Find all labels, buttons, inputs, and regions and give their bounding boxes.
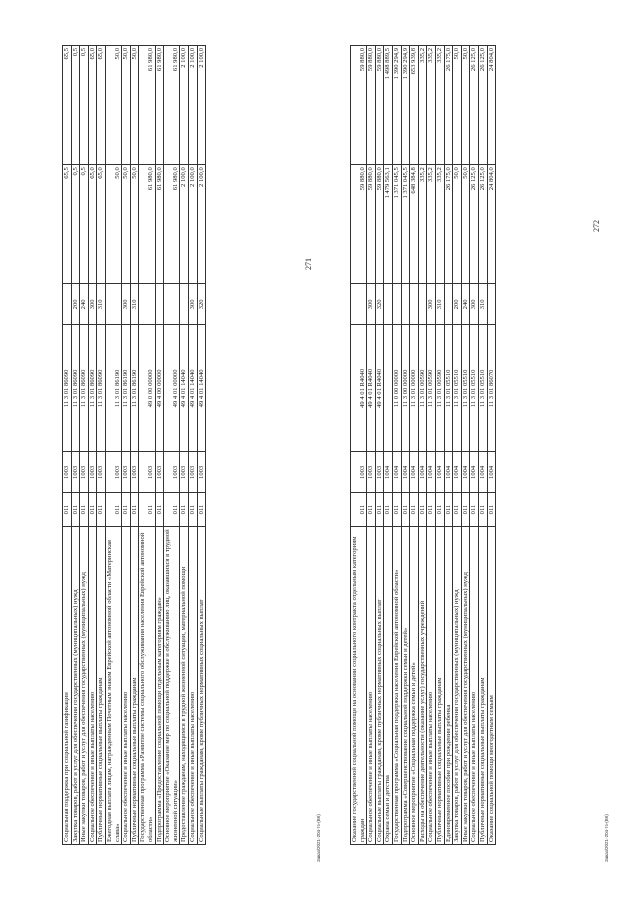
- target-article-cell: 11 3 01 05510: [470, 325, 479, 452]
- expense-type-cell: 300: [88, 284, 97, 325]
- amount-cell: 59 880,0: [351, 46, 367, 165]
- row-name-cell: Оказание государственной социальной помощи на основании социального контракта отдельным категориям граждан: [351, 526, 367, 844]
- code-cell: 011: [80, 493, 89, 526]
- section-cell: 1004: [461, 452, 470, 493]
- expense-type-cell: 300: [367, 284, 376, 325]
- amount-cell: 26 125,0: [478, 46, 487, 165]
- section-cell: 1003: [367, 452, 376, 493]
- row-name-cell: Социальное обеспечение и иные выплаты населению: [188, 526, 197, 844]
- code-cell: 011: [155, 493, 164, 526]
- section-cell: 1003: [63, 452, 72, 493]
- expense-type-cell: [180, 284, 189, 325]
- table-row: [478, 46, 487, 845]
- target-article-cell: 11 3 01 86090: [88, 325, 97, 452]
- expense-type-cell: 300: [427, 284, 436, 325]
- section-cell: 1003: [105, 452, 121, 493]
- row-name-cell: Социальные выплаты гражданам, кроме публичных нормативных социальных выплат: [197, 526, 206, 844]
- amount-cell: 2 100,0: [188, 46, 197, 165]
- section-cell: 1004: [444, 452, 453, 493]
- amount-cell: 2 100,0: [180, 165, 189, 284]
- expense-type-cell: 300: [122, 284, 131, 325]
- code-cell: 011: [188, 493, 197, 526]
- table-row: [410, 46, 419, 845]
- code-cell: 011: [418, 493, 427, 526]
- table-row: [197, 46, 206, 845]
- code-cell: 011: [453, 493, 462, 526]
- code-cell: 011: [130, 493, 139, 526]
- amount-cell: 59 880,0: [375, 165, 384, 284]
- amount-cell: 61 980,0: [155, 165, 164, 284]
- amount-cell: 0,5: [71, 165, 80, 284]
- table-row: [88, 46, 97, 845]
- section-cell: 1003: [155, 452, 164, 493]
- expense-type-cell: [392, 284, 401, 325]
- expense-type-cell: 320: [197, 284, 206, 325]
- table-row: [470, 46, 479, 845]
- amount-cell: 335,2: [427, 165, 436, 284]
- amount-cell: 61 980,0: [164, 46, 180, 165]
- row-name-cell: Единовременное пособие при рождении ребенка: [444, 526, 453, 844]
- expense-type-cell: [139, 284, 155, 325]
- expense-type-cell: 310: [478, 284, 487, 325]
- right-budget-table: [350, 45, 496, 845]
- target-article-cell: 49 4 01 14040: [188, 325, 197, 452]
- footer-left: Заказ/2021-204-тз-(ВК): [316, 814, 321, 862]
- code-cell: 011: [139, 493, 155, 526]
- table-row: [487, 46, 496, 845]
- section-cell: 1004: [410, 452, 419, 493]
- row-name-cell: Иные закупки товаров, работ и услуг для обеспечения государственных (муниципальных) нужд: [461, 526, 470, 844]
- expense-type-cell: [105, 284, 121, 325]
- section-cell: 1004: [453, 452, 462, 493]
- row-name-cell: Публичные нормативные социальные выплаты гражданам: [435, 526, 444, 844]
- table-row: [80, 46, 89, 845]
- code-cell: 011: [97, 493, 106, 526]
- code-cell: 011: [88, 493, 97, 526]
- row-name-cell: Закупка товаров, работ и услуг для обеспечения государственных (муниципальных) нужд: [453, 526, 462, 844]
- amount-cell: 65,5: [63, 165, 72, 284]
- amount-cell: 648 384,8: [410, 165, 419, 284]
- code-cell: 011: [392, 493, 401, 526]
- table-row: [105, 46, 121, 845]
- table-row: [155, 46, 164, 845]
- amount-cell: 61 980,0: [155, 46, 164, 165]
- expense-type-cell: [410, 284, 419, 325]
- target-article-cell: 49 4 01 R4040: [367, 325, 376, 452]
- code-cell: 011: [384, 493, 393, 526]
- target-article-cell: 11 3 01 86190: [130, 325, 139, 452]
- amount-cell: 61 980,0: [139, 165, 155, 284]
- target-article-cell: 11 3 01 05510: [453, 325, 462, 452]
- code-cell: 011: [375, 493, 384, 526]
- expense-type-cell: 240: [80, 284, 89, 325]
- section-cell: 1003: [197, 452, 206, 493]
- amount-cell: 24 804,0: [487, 165, 496, 284]
- target-article-cell: 11 3 01 05510: [478, 325, 487, 452]
- expense-type-cell: [487, 284, 496, 325]
- row-name-cell: Публичные нормативные социальные выплаты гражданам: [97, 526, 106, 844]
- target-article-cell: 11 3 01 86090: [80, 325, 89, 452]
- section-cell: 1003: [351, 452, 367, 493]
- amount-cell: 59 880,0: [351, 165, 367, 284]
- table-row: [367, 46, 376, 845]
- row-name-cell: Иные закупки товаров, работ и услуг для обеспечения государственных (муниципальных) нужд: [80, 526, 89, 844]
- section-cell: 1003: [180, 452, 189, 493]
- expense-type-cell: [444, 284, 453, 325]
- table-row: [63, 46, 72, 845]
- target-article-cell: 11 3 01 00590: [435, 325, 444, 452]
- target-article-cell: 49 4 01 R4040: [375, 325, 384, 452]
- section-cell: 1004: [418, 452, 427, 493]
- right-table-body: [351, 46, 496, 845]
- section-cell: 1004: [384, 452, 393, 493]
- code-cell: 011: [197, 493, 206, 526]
- amount-cell: 1 371 045,5: [392, 165, 401, 284]
- row-name-cell: Публичные нормативные социальные выплаты гражданам: [478, 526, 487, 844]
- amount-cell: 653 939,8: [410, 46, 419, 165]
- row-name-cell: Основное мероприятие «Социальная поддержка семьи и детей»: [410, 526, 419, 844]
- amount-cell: 59 880,0: [367, 46, 376, 165]
- table-row: [130, 46, 139, 845]
- amount-cell: 1 390 294,9: [392, 46, 401, 165]
- table-row: [122, 46, 131, 845]
- amount-cell: 65,0: [88, 46, 97, 165]
- left-table-body: [63, 46, 206, 845]
- page-number-left: 271: [304, 258, 313, 270]
- right-budget-table-wrapper: [350, 45, 625, 845]
- code-cell: 011: [164, 493, 180, 526]
- expense-type-cell: [418, 284, 427, 325]
- amount-cell: 0,5: [71, 46, 80, 165]
- amount-cell: 24 804,0: [487, 46, 496, 165]
- amount-cell: 65,0: [97, 46, 106, 165]
- table-row: [392, 46, 401, 845]
- section-cell: 1004: [401, 452, 410, 493]
- target-article-cell: 11 3 01 00590: [418, 325, 427, 452]
- amount-cell: 61 980,0: [164, 165, 180, 284]
- row-name-cell: Закупка товаров, работ и услуг для обеспечения государственных (муниципальных) нужд: [71, 526, 80, 844]
- row-name-cell: Ежегодная выплата лицам, награжденным Почетным знаком Еврейской автономной области «Материнская слава»: [105, 526, 121, 844]
- row-name-cell: Социальное обеспечение и иные выплаты населению: [427, 526, 436, 844]
- target-article-cell: 11 3 01 86090: [97, 325, 106, 452]
- row-name-cell: Подпрограмма «Предоставление социальной помощи отдельным категориям граждан»: [155, 526, 164, 844]
- code-cell: 011: [105, 493, 121, 526]
- target-article-cell: 11 3 01 86070: [487, 325, 496, 452]
- section-cell: 1004: [392, 452, 401, 493]
- section-cell: 1003: [122, 452, 131, 493]
- target-article-cell: 11 3 00 00000: [401, 325, 410, 452]
- row-name-cell: Социальная поддержка при социальной газификации: [63, 526, 72, 844]
- amount-cell: 26 125,0: [470, 165, 479, 284]
- target-article-cell: 11 3 01 86090: [63, 325, 72, 452]
- expense-type-cell: 310: [97, 284, 106, 325]
- amount-cell: 50,0: [453, 46, 462, 165]
- table-row: [97, 46, 106, 845]
- target-article-cell: 11 3 01 86090: [71, 325, 80, 452]
- amount-cell: 26 125,0: [470, 46, 479, 165]
- code-cell: 011: [401, 493, 410, 526]
- amount-cell: 335,2: [435, 165, 444, 284]
- target-article-cell: 49 0 00 00000: [139, 325, 155, 452]
- section-cell: 1003: [164, 452, 180, 493]
- row-name-cell: Социальные выплаты гражданам, кроме публичных нормативных социальных выплат: [375, 526, 384, 844]
- row-name-cell: Подпрограмма «Совершенствование социальной поддержки семьи и детей»: [401, 526, 410, 844]
- table-row: [401, 46, 410, 845]
- amount-cell: 50,0: [122, 46, 131, 165]
- code-cell: 011: [435, 493, 444, 526]
- table-row: [188, 46, 197, 845]
- code-cell: 011: [487, 493, 496, 526]
- expense-type-cell: [164, 284, 180, 325]
- section-cell: 1004: [470, 452, 479, 493]
- section-cell: 1003: [130, 452, 139, 493]
- code-cell: 011: [122, 493, 131, 526]
- amount-cell: 61 980,0: [139, 46, 155, 165]
- amount-cell: 50,0: [461, 46, 470, 165]
- amount-cell: 335,2: [435, 46, 444, 165]
- section-cell: 1003: [88, 452, 97, 493]
- amount-cell: 50,0: [130, 165, 139, 284]
- expense-type-cell: [351, 284, 367, 325]
- amount-cell: 1 371 045,5: [401, 165, 410, 284]
- target-article-cell: [384, 325, 393, 452]
- section-cell: 1003: [80, 452, 89, 493]
- row-name-cell: Государственная программа «Социальная поддержка населения Еврейской автономной области»: [392, 526, 401, 844]
- row-name-cell: Расходы на обеспечение деятельности (оказание услуг) государственных учреждений: [418, 526, 427, 844]
- section-cell: 1003: [97, 452, 106, 493]
- amount-cell: 50,0: [130, 46, 139, 165]
- amount-cell: 65,0: [88, 165, 97, 284]
- code-cell: 011: [444, 493, 453, 526]
- expense-type-cell: 240: [461, 284, 470, 325]
- row-name-cell: Публичные нормативные социальные выплаты гражданам: [130, 526, 139, 844]
- amount-cell: 2 100,0: [197, 165, 206, 284]
- expense-type-cell: [384, 284, 393, 325]
- code-cell: 011: [427, 493, 436, 526]
- target-article-cell: 49 4 01 14040: [180, 325, 189, 452]
- expense-type-cell: 200: [71, 284, 80, 325]
- row-name-cell: Охрана семьи и детства: [384, 526, 393, 844]
- amount-cell: 65,0: [97, 165, 106, 284]
- target-article-cell: 49 4 01 R4040: [351, 325, 367, 452]
- row-name-cell: Оказание социальной помощи многодетным семьям: [487, 526, 496, 844]
- amount-cell: 1 390 294,9: [401, 46, 410, 165]
- section-cell: 1004: [427, 452, 436, 493]
- row-name-cell: Социальное обеспечение и иные выплаты населению: [470, 526, 479, 844]
- section-cell: 1004: [435, 452, 444, 493]
- amount-cell: 0,5: [80, 165, 89, 284]
- amount-cell: 26 175,0: [444, 46, 453, 165]
- table-row: [180, 46, 189, 845]
- amount-cell: 26 175,0: [444, 165, 453, 284]
- expense-type-cell: 320: [375, 284, 384, 325]
- left-budget-table-wrapper: [62, 45, 312, 845]
- table-row: [71, 46, 80, 845]
- amount-cell: 0,5: [80, 46, 89, 165]
- amount-cell: 50,0: [453, 165, 462, 284]
- target-article-cell: 11 3 01 00590: [427, 325, 436, 452]
- amount-cell: 2 100,0: [197, 46, 206, 165]
- amount-cell: 335,2: [418, 165, 427, 284]
- code-cell: 011: [180, 493, 189, 526]
- table-row: [384, 46, 393, 845]
- table-row: [453, 46, 462, 845]
- section-cell: 1004: [487, 452, 496, 493]
- code-cell: 011: [410, 493, 419, 526]
- table-row: [435, 46, 444, 845]
- target-article-cell: 11 3 01 00000: [410, 325, 419, 452]
- row-name-cell: Социальное обеспечение и иные выплаты населению: [367, 526, 376, 844]
- row-name-cell: Социальное обеспечение и иные выплаты населению: [122, 526, 131, 844]
- code-cell: 011: [71, 493, 80, 526]
- amount-cell: 335,2: [427, 46, 436, 165]
- code-cell: 011: [351, 493, 367, 526]
- target-article-cell: 49 4 00 00000: [155, 325, 164, 452]
- table-row: [444, 46, 453, 845]
- target-article-cell: 49 4 01 00000: [164, 325, 180, 452]
- code-cell: 011: [461, 493, 470, 526]
- left-budget-table: [62, 45, 206, 845]
- page-number-right: 272: [592, 220, 601, 232]
- amount-cell: 50,0: [461, 165, 470, 284]
- amount-cell: 26 125,0: [478, 165, 487, 284]
- code-cell: 011: [63, 493, 72, 526]
- expense-type-cell: 300: [470, 284, 479, 325]
- section-cell: 1003: [139, 452, 155, 493]
- section-cell: 1003: [375, 452, 384, 493]
- code-cell: 011: [478, 493, 487, 526]
- target-article-cell: 11 3 01 86190: [105, 325, 121, 452]
- target-article-cell: 11 3 01 86190: [122, 325, 131, 452]
- row-name-cell: Государственная программа «Развитие системы социального обслуживания населения Еврейской автономной области»: [139, 526, 155, 844]
- row-name-cell: Социальное обеспечение и иные выплаты населению: [88, 526, 97, 844]
- expense-type-cell: [401, 284, 410, 325]
- expense-type-cell: 300: [188, 284, 197, 325]
- amount-cell: 59 880,0: [375, 46, 384, 165]
- code-cell: 011: [470, 493, 479, 526]
- expense-type-cell: 200: [453, 284, 462, 325]
- target-article-cell: 11 3 01 05510: [444, 325, 453, 452]
- amount-cell: 50,0: [122, 165, 131, 284]
- section-cell: 1003: [71, 452, 80, 493]
- table-row: [461, 46, 470, 845]
- footer-right: Заказ/2021-204-тз-(ВК): [604, 814, 609, 862]
- amount-cell: 1 498 889,5: [384, 46, 393, 165]
- amount-cell: 2 100,0: [180, 46, 189, 165]
- amount-cell: 335,2: [418, 46, 427, 165]
- table-row: [375, 46, 384, 845]
- target-article-cell: 11 0 00 00000: [392, 325, 401, 452]
- amount-cell: 65,5: [63, 46, 72, 165]
- section-cell: 1004: [478, 452, 487, 493]
- section-cell: 1003: [188, 452, 197, 493]
- code-cell: 011: [367, 493, 376, 526]
- amount-cell: 50,0: [105, 46, 121, 165]
- expense-type-cell: [155, 284, 164, 325]
- table-row: [164, 46, 180, 845]
- table-row: [139, 46, 155, 845]
- expense-type-cell: 310: [435, 284, 444, 325]
- expense-type-cell: [63, 284, 72, 325]
- table-row: [418, 46, 427, 845]
- expense-type-cell: 310: [130, 284, 139, 325]
- amount-cell: 50,0: [105, 165, 121, 284]
- amount-cell: 2 100,0: [188, 165, 197, 284]
- table-row: [427, 46, 436, 845]
- row-name-cell: Предоставление гражданам, находящимся в трудной жизненной ситуации, материальной помощи: [180, 526, 189, 844]
- target-article-cell: 49 4 01 14040: [197, 325, 206, 452]
- row-name-cell: Основное мероприятие «Оказание мер по социальной поддержке и обслуживанию лиц, оказавшихся в трудной жизненной ситуации»: [164, 526, 180, 844]
- amount-cell: 59 880,0: [367, 165, 376, 284]
- table-row: [351, 46, 367, 845]
- target-article-cell: 11 3 01 05510: [461, 325, 470, 452]
- amount-cell: 1 479 563,1: [384, 165, 393, 284]
